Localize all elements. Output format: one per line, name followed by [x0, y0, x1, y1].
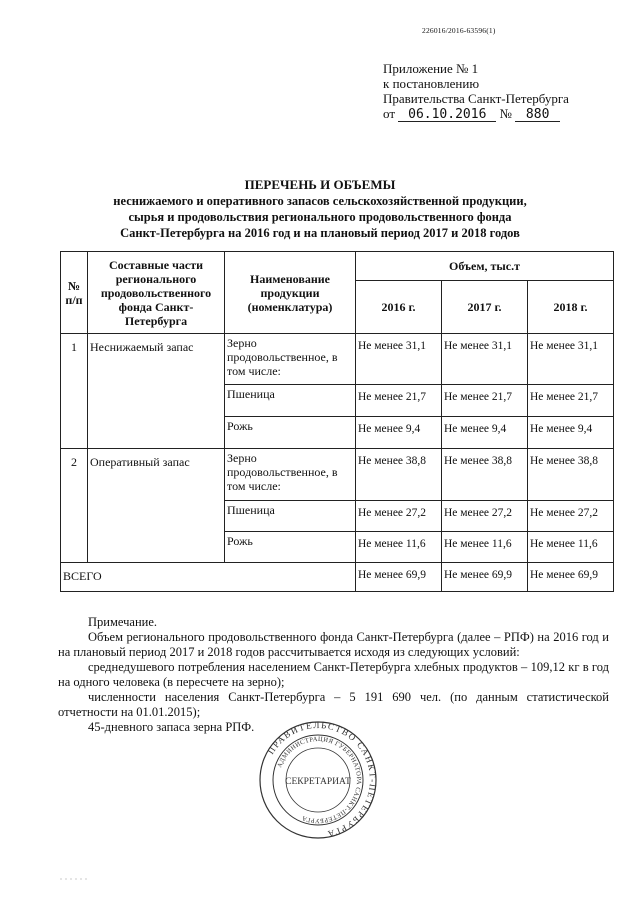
row-value-2016: Не менее 31,1	[356, 334, 442, 385]
note-paragraph-2: среднедушевого потребления населением Санкт-Петербурга хлебных продуктов – 109,12 кг в год на одного человека (в пересчете на зерно);	[58, 660, 609, 689]
row-value-2018: Не менее 21,7	[528, 385, 614, 417]
document-id: 226016/2016-63596(1)	[422, 26, 496, 35]
row-value-2018: Не менее 38,8	[528, 449, 614, 501]
note-paragraph-3: численности населения Санкт-Петербурга – 5 191 690 чел. (по данным статистической отчетности на 01.01.2015);	[58, 690, 609, 719]
row-part: Неснижаемый запас	[88, 334, 225, 449]
row-product: Пшеница	[225, 385, 356, 417]
title-line-3: сырья и продовольствия регионального продовольственного фонда	[128, 210, 512, 224]
row-value-2018: Не менее 9,4	[528, 417, 614, 449]
row-value-2017: Не менее 31,1	[442, 334, 528, 385]
official-seal	[258, 720, 378, 840]
header-year-2018: 2018 г.	[528, 281, 614, 334]
title-main: ПЕРЕЧЕНЬ И ОБЪЕМЫ	[244, 177, 396, 192]
row-value-2017: Не менее 11,6	[442, 532, 528, 563]
table-total-row	[61, 563, 614, 592]
row-number: 1	[61, 334, 88, 449]
total-label: ВСЕГО	[61, 563, 356, 592]
row-value-2016: Не менее 11,6	[356, 532, 442, 563]
volumes-table	[60, 251, 614, 592]
appendix-line-2: к постановлению	[383, 76, 480, 91]
appendix-line-3: Правительства Санкт-Петербурга	[383, 91, 569, 106]
document-title	[60, 177, 580, 241]
appendix-number: 880	[515, 108, 560, 122]
table-row	[61, 334, 614, 385]
note-heading: Примечание.	[88, 615, 158, 629]
appendix-number-label: №	[499, 106, 512, 121]
row-value-2017: Не менее 21,7	[442, 385, 528, 417]
row-part: Оперативный запас	[88, 449, 225, 563]
row-value-2018: Не менее 27,2	[528, 501, 614, 532]
title-line-4: Санкт-Петербурга на 2016 год и на плановый период 2017 и 2018 годов	[120, 226, 520, 240]
note-paragraph-4: 45-дневного запаса зерна РПФ.	[88, 720, 255, 734]
row-value-2017: Не менее 27,2	[442, 501, 528, 532]
note-block	[58, 615, 609, 735]
row-product: Пшеница	[225, 501, 356, 532]
row-value-2017: Не менее 38,8	[442, 449, 528, 501]
note-paragraph-1: Объем регионального продовольственного фонда Санкт-Петербурга (далее – РПФ) на 2016 год и на плановый период 2017 и 2018 годов рассчитывается исходя из следующих условий:	[58, 630, 609, 659]
row-value-2016: Не менее 27,2	[356, 501, 442, 532]
total-value-2018: Не менее 69,9	[528, 563, 614, 592]
row-value-2018: Не менее 11,6	[528, 532, 614, 563]
row-product: Зерно продовольственное, в том числе:	[225, 334, 356, 385]
seal-center-text: СЕКРЕТАРИАТ	[285, 777, 351, 787]
row-product: Рожь	[225, 417, 356, 449]
table-row	[61, 449, 614, 501]
header-parts: Составные части регионального продовольственного фонда Санкт-Петербурга	[88, 252, 225, 334]
appendix-from-label: от	[383, 106, 396, 121]
appendix-block	[383, 61, 569, 122]
footer-scan-mark	[60, 877, 90, 881]
row-value-2016: Не менее 9,4	[356, 417, 442, 449]
appendix-date: 06.10.2016	[398, 108, 496, 122]
row-product: Рожь	[225, 532, 356, 563]
header-year-2016: 2016 г.	[356, 281, 442, 334]
header-num: № п/п	[61, 252, 88, 334]
row-value-2018: Не менее 31,1	[528, 334, 614, 385]
appendix-line-1: Приложение № 1	[383, 61, 479, 76]
row-number: 2	[61, 449, 88, 563]
seal-outer-text: ПРАВИТЕЛЬСТВО САНКТ-ПЕТЕРБУРГА	[265, 720, 378, 840]
header-volume: Объем, тыс.т	[356, 252, 614, 281]
header-name: Наименование продукции (номенклатура)	[225, 252, 356, 334]
header-year-2017: 2017 г.	[442, 281, 528, 334]
row-product: Зерно продовольственное, в том числе:	[225, 449, 356, 501]
row-value-2016: Не менее 21,7	[356, 385, 442, 417]
row-value-2017: Не менее 9,4	[442, 417, 528, 449]
row-value-2016: Не менее 38,8	[356, 449, 442, 501]
total-value-2017: Не менее 69,9	[442, 563, 528, 592]
title-line-2: неснижаемого и оперативного запасов сельскохозяйственной продукции,	[113, 194, 527, 208]
appendix-line-4	[383, 106, 569, 122]
seal-inner-text: АДМИНИСТРАЦИЯ ГУБЕРНАТОРА САНКТ-ПЕТЕРБУРГА	[276, 735, 363, 825]
total-value-2016: Не менее 69,9	[356, 563, 442, 592]
